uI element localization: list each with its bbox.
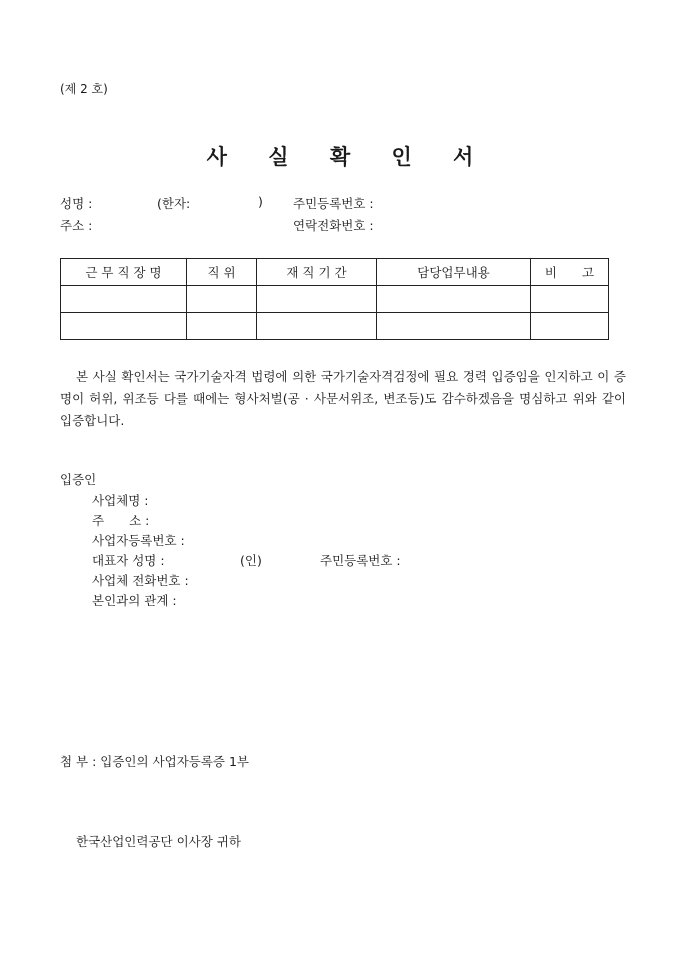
name-label: 성명 : — [60, 196, 93, 211]
table-row — [61, 286, 609, 313]
business-registration-label: 사업자등록번호 : — [92, 533, 185, 548]
business-phone-label: 사업체 전화번호 : — [92, 573, 189, 588]
resident-number-label: 주민등록번호 : — [293, 196, 374, 211]
address-label: 주소 : — [60, 218, 93, 233]
table-cell[interactable] — [61, 313, 187, 340]
certifier-heading: 입증인 — [60, 472, 97, 487]
table-cell[interactable] — [257, 313, 377, 340]
table-cell[interactable] — [377, 313, 531, 340]
addressee: 한국산업인력공단 이사장 귀하 — [76, 834, 241, 849]
document-title: 사 실 확 인 서 — [206, 145, 491, 169]
seal-mark: (인) — [240, 553, 262, 568]
representative-name-label: 대표자 성명 : — [92, 553, 165, 568]
hanja-close: ) — [258, 194, 263, 209]
header-position: 직 위 — [187, 259, 257, 286]
hanja-label: (한자: — [157, 196, 191, 211]
relationship-label: 본인과의 관계 : — [92, 593, 177, 608]
header-workplace: 근 무 직 장 명 — [61, 259, 187, 286]
employment-table — [60, 258, 609, 340]
phone-label: 연락전화번호 : — [293, 218, 374, 233]
table-cell[interactable] — [531, 286, 609, 313]
statement-paragraph: 본 사실 확인서는 국가기술자격 법령에 의한 국가기술자격검정에 필요 경력 입증임을 인지하고 이 증명이 허위, 위조등 다를 때에는 형사처벌(공 · 사문서위조, 변조등)도 감수하겠음을 명심하고 위와 같이 입증합니다. — [60, 369, 626, 428]
table-header-row — [61, 259, 609, 286]
table-cell[interactable] — [187, 286, 257, 313]
header-remarks: 비 고 — [531, 259, 609, 286]
table-cell[interactable] — [187, 313, 257, 340]
table-cell[interactable] — [61, 286, 187, 313]
table-cell[interactable] — [531, 313, 609, 340]
business-address-label: 주 소 : — [92, 513, 150, 528]
header-duties: 담당업무내용 — [377, 259, 531, 286]
header-period: 재 직 기 간 — [257, 259, 377, 286]
attachment-note: 첨 부 : 입증인의 사업자등록증 1부 — [60, 754, 250, 769]
table-row — [61, 313, 609, 340]
table-cell[interactable] — [257, 286, 377, 313]
representative-rrn-label: 주민등록번호 : — [320, 553, 401, 568]
table-cell[interactable] — [377, 286, 531, 313]
form-number: (제 2 호) — [60, 82, 108, 96]
business-name-label: 사업체명 : — [92, 493, 149, 508]
